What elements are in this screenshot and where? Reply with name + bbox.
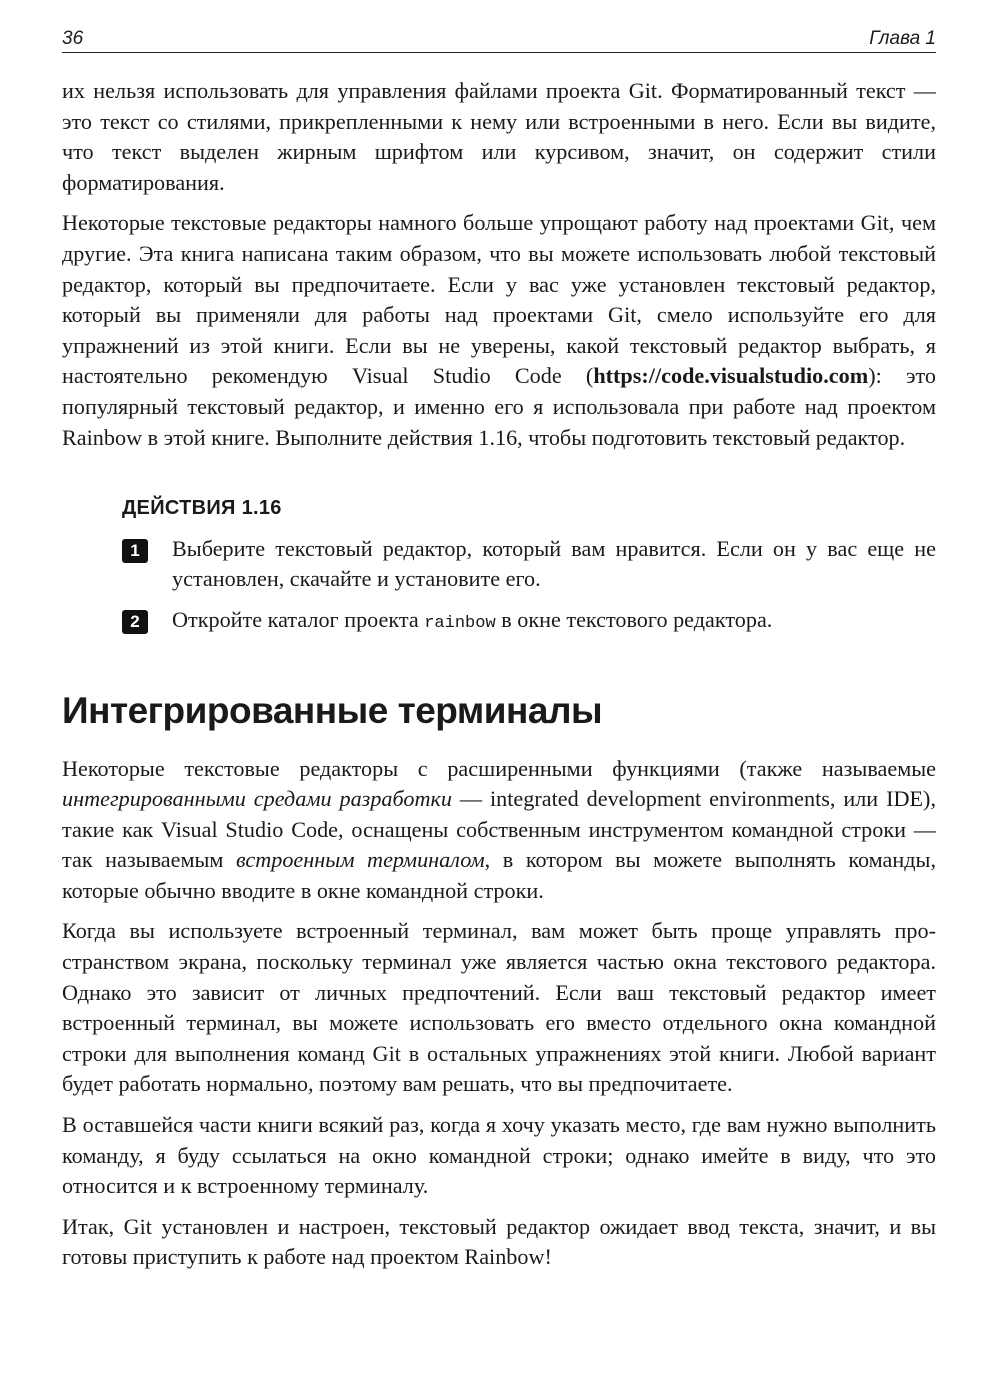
paragraph-text: Некоторые текстовые редакторы намного больше упрощают работу над проектами Git, чем другие. Эта книга написана таким образом, что вы можете использовать любой текстовый редактор, который вы предпочитаете. Если у вас уже установлен текстовый редактор, который вы применяли для работы над проектами Git, смело используйте его для упражнений из этой книги. Если вы не уверены, какой текстовый редактор выбрать, я настоятельно рекомендую Visual Studio Code ( xyxy=(62,210,936,389)
steps-title: ДЕЙСТВИЯ 1.16 xyxy=(122,497,282,520)
paragraph-text-editors xyxy=(62,208,936,453)
paragraph-builtin-terminal: Когда вы используете встроенный терминал, вам может быть проще управлять пространством экрана, поскольку терминал уже является частью окна текстового редактора. Однако это зависит от личных предпочтений. Если ваш текстовый редактор имеет встроенный терминал, вы можете использовать его вместо отдельного окна командной строки для выполнения команд Git в остальных упражнениях этой книги. Любой вариант будет работать нормально, поэтому вам решать, что вы предпочитаете. xyxy=(62,918,936,1097)
paragraph-ready: Итак, Git установлен и настроен, текстовый редактор ожидает ввод текста, значит, и вы готовы приступить к работе над проектом Rainbow! xyxy=(62,1213,936,1270)
chapter-label: Глава 1 xyxy=(869,28,936,49)
page-body xyxy=(62,76,936,1283)
step-text: Выберите текстовый редактор, который вам нравится. Если он у вас еще не установлен, скачайте и установите его. xyxy=(172,535,936,592)
step-number-badge: 2 xyxy=(122,610,148,634)
paragraph-command-line: В оставшейся части книги всякий раз, когда я хочу указать место, где вам нужно выполнить команду, я буду ссылаться на окно командной строки; однако имейте в виду, что это относится и к встроенному терминалу. xyxy=(62,1112,936,1199)
page-number: 36 xyxy=(62,28,84,49)
step-item xyxy=(62,605,936,640)
step-text: Откройте каталог проекта xyxy=(172,606,425,632)
paragraph-text: — integrated development environments, или IDE), такие как Visual Studio Code, оснащены собственным инструментом командной строки — так называемым xyxy=(62,786,936,873)
paragraph-formatted-text: их нельзя использовать для управления файлами проекта Git. Форматированный текст — это текст со стилями, прикрепленными к нему или встроенными в него. Если вы видите, что текст выделен жирным шрифтом или курсивом, значит, он содержит стили форматирования. xyxy=(62,78,936,195)
step-item xyxy=(62,534,936,595)
inline-code: rainbow xyxy=(424,613,496,633)
section-heading: Интегрированные терминалы xyxy=(62,689,603,731)
paragraph-text: , в котором вы можете выполнять команды, которые обычно вводите в окне командной строки. xyxy=(62,847,937,903)
running-header xyxy=(62,26,936,53)
vscode-link[interactable]: https://code.visualstudio.com xyxy=(593,363,869,389)
paragraph-ide xyxy=(62,754,936,907)
italic-term: встроенным терминалом xyxy=(236,847,485,873)
paragraph-text: Некоторые текстовые редакторы с расширенными функциями (также называемые xyxy=(62,755,936,781)
italic-term: интегрированными средами разработки xyxy=(62,786,452,812)
step-text: в окне текстового редактора. xyxy=(495,606,773,632)
step-number-badge: 1 xyxy=(122,539,148,563)
paragraph-text: ): это популярный текстовый редактор, и именно его я использовала при работе над проектом Rainbow в этой книге. Выполните действия 1.16, чтобы подготовить текстовый редактор. xyxy=(62,363,936,450)
